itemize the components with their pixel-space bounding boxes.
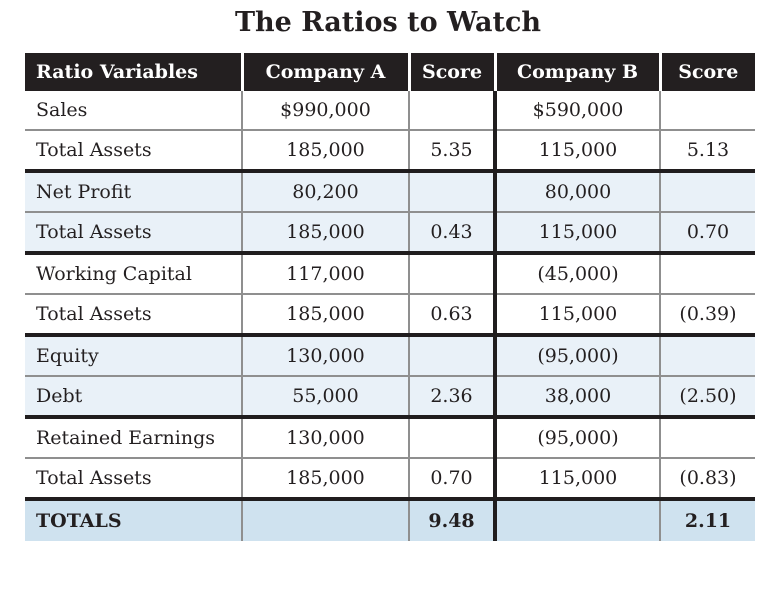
header-ratio-variables: Ratio Variables bbox=[25, 53, 242, 91]
table-row bbox=[25, 253, 755, 294]
totals-company-b-cell bbox=[495, 499, 660, 541]
header-row bbox=[25, 53, 755, 91]
score-a-cell bbox=[409, 335, 495, 376]
company-b-value-cell: 115,000 bbox=[495, 130, 660, 171]
table-row bbox=[25, 458, 755, 499]
table-row bbox=[25, 212, 755, 253]
score-b-cell bbox=[660, 171, 755, 212]
score-b-cell: (0.83) bbox=[660, 458, 755, 499]
table-row bbox=[25, 376, 755, 417]
table-row bbox=[25, 294, 755, 335]
ratio-variable-cell: Working Capital bbox=[25, 253, 242, 294]
score-a-cell bbox=[409, 417, 495, 458]
score-a-cell: 0.43 bbox=[409, 212, 495, 253]
ratio-variable-cell: Equity bbox=[25, 335, 242, 376]
table-row bbox=[25, 417, 755, 458]
ratio-variable-cell: Total Assets bbox=[25, 294, 242, 335]
company-a-value-cell: 80,200 bbox=[242, 171, 409, 212]
score-a-cell bbox=[409, 91, 495, 130]
company-a-value-cell: 130,000 bbox=[242, 417, 409, 458]
score-a-cell bbox=[409, 171, 495, 212]
ratio-variable-cell: Total Assets bbox=[25, 458, 242, 499]
company-a-value-cell: 117,000 bbox=[242, 253, 409, 294]
company-b-value-cell: 115,000 bbox=[495, 458, 660, 499]
ratio-variable-cell: Total Assets bbox=[25, 212, 242, 253]
ratio-variable-cell: Retained Earnings bbox=[25, 417, 242, 458]
company-b-value-cell: (95,000) bbox=[495, 335, 660, 376]
table-row bbox=[25, 91, 755, 130]
table-header bbox=[25, 53, 755, 91]
company-a-value-cell: 185,000 bbox=[242, 212, 409, 253]
table-body bbox=[25, 91, 755, 499]
score-a-cell: 2.36 bbox=[409, 376, 495, 417]
company-b-value-cell: 115,000 bbox=[495, 212, 660, 253]
score-b-cell bbox=[660, 253, 755, 294]
company-b-value-cell: (95,000) bbox=[495, 417, 660, 458]
ratio-variable-cell: Net Profit bbox=[25, 171, 242, 212]
totals-label: TOTALS bbox=[25, 499, 242, 541]
score-a-cell bbox=[409, 253, 495, 294]
score-a-cell: 0.70 bbox=[409, 458, 495, 499]
score-a-cell: 5.35 bbox=[409, 130, 495, 171]
company-a-value-cell: 130,000 bbox=[242, 335, 409, 376]
company-b-value-cell: 80,000 bbox=[495, 171, 660, 212]
company-b-value-cell: 38,000 bbox=[495, 376, 660, 417]
company-a-value-cell: 185,000 bbox=[242, 294, 409, 335]
header-company-a: Company A bbox=[242, 53, 409, 91]
ratio-variable-cell: Sales bbox=[25, 91, 242, 130]
company-a-value-cell: $990,000 bbox=[242, 91, 409, 130]
header-score-a: Score bbox=[409, 53, 495, 91]
score-b-cell: 0.70 bbox=[660, 212, 755, 253]
company-a-value-cell: 55,000 bbox=[242, 376, 409, 417]
score-b-cell bbox=[660, 335, 755, 376]
company-a-value-cell: 185,000 bbox=[242, 130, 409, 171]
score-a-cell: 0.63 bbox=[409, 294, 495, 335]
company-b-value-cell: $590,000 bbox=[495, 91, 660, 130]
totals-score-b-cell: 2.11 bbox=[660, 499, 755, 541]
score-b-cell: 5.13 bbox=[660, 130, 755, 171]
score-b-cell bbox=[660, 91, 755, 130]
score-b-cell: (0.39) bbox=[660, 294, 755, 335]
table-row bbox=[25, 335, 755, 376]
ratio-variable-cell: Total Assets bbox=[25, 130, 242, 171]
table-row bbox=[25, 130, 755, 171]
score-b-cell: (2.50) bbox=[660, 376, 755, 417]
totals-row bbox=[25, 499, 755, 541]
table-row bbox=[25, 171, 755, 212]
score-b-cell bbox=[660, 417, 755, 458]
ratios-table bbox=[25, 53, 755, 541]
header-score-b: Score bbox=[660, 53, 755, 91]
totals-score-a-cell: 9.48 bbox=[409, 499, 495, 541]
ratio-variable-cell: Debt bbox=[25, 376, 242, 417]
company-a-value-cell: 185,000 bbox=[242, 458, 409, 499]
totals-company-a-cell bbox=[242, 499, 409, 541]
page-title: The Ratios to Watch bbox=[234, 7, 542, 38]
company-b-value-cell: (45,000) bbox=[495, 253, 660, 294]
company-b-value-cell: 115,000 bbox=[495, 294, 660, 335]
header-company-b: Company B bbox=[495, 53, 660, 91]
table-footer bbox=[25, 499, 755, 541]
